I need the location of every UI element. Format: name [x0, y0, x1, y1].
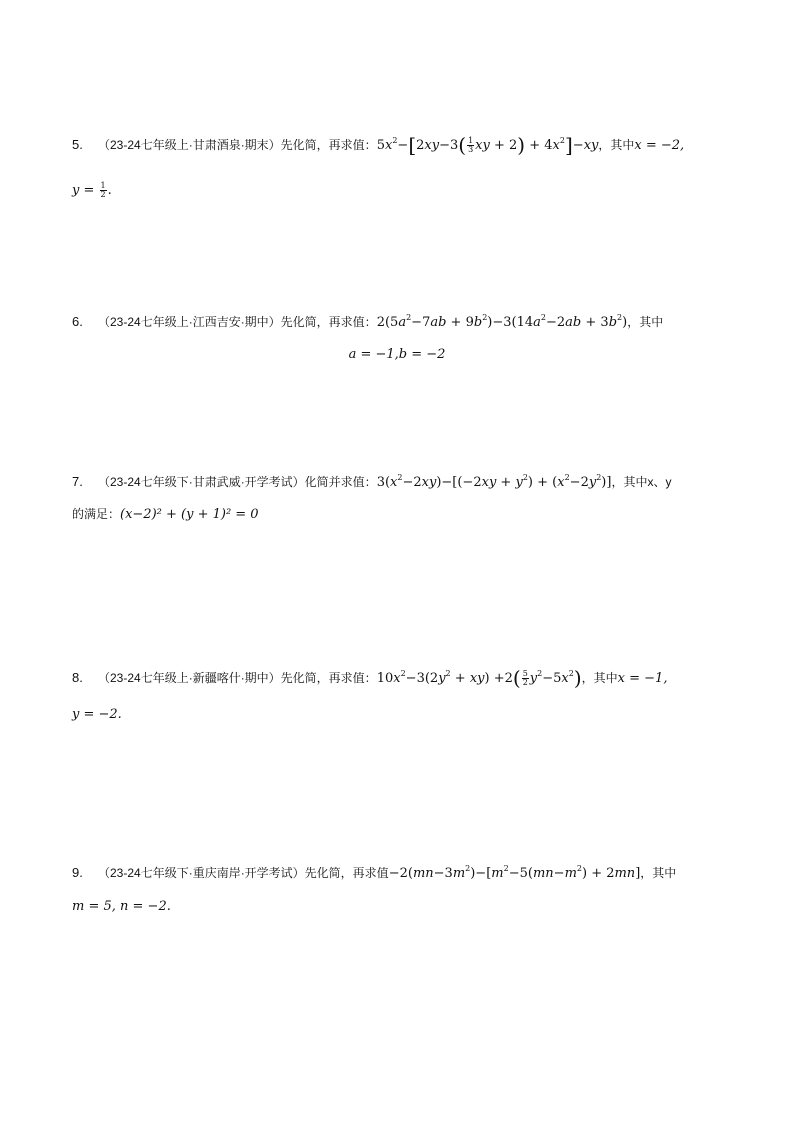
problem-number: 9. [72, 865, 83, 880]
problem-6-line-1 [72, 313, 663, 330]
problem-condition: x = −1, [617, 671, 668, 686]
problem-8-line-1 [72, 666, 668, 690]
problem-8-line-2 [72, 706, 122, 722]
problem-source: （23-24七年级下·重庆南岸·开学考试）先化简，再求值 [98, 866, 389, 880]
problem-9-expression: $-2(mn-3m^2)-[m^2-5(mn-m^2) + 2mn]$ [388, 864, 641, 881]
problem-condition: m = 5, n = −2. [72, 899, 171, 914]
problem-number: 5. [72, 137, 83, 152]
problem-9-line-2 [72, 898, 171, 914]
fraction-numerator: 1 [100, 181, 106, 191]
problem-7-line-2 [72, 505, 259, 522]
problem-condition: y = −2. [72, 707, 122, 722]
fraction-denominator: 2 [100, 190, 106, 200]
problem-condition: a = −1,b = −2 [348, 347, 446, 362]
problem-tail: ，其中x、y [611, 475, 672, 489]
problem-tail: ，其中 [640, 866, 677, 880]
problem-6-expression: $2(5a^2-7ab + 9b^2)-3(14a^2-2ab + 3b^2)$ [376, 313, 628, 330]
problem-7-line-1 [72, 473, 671, 490]
problem-condition: (x−2)² + (y + 1)² = 0 [120, 507, 259, 522]
problem-tail: ，其中 [627, 315, 664, 329]
problem-5-expression: $5x^2-[2xy-3$( $\frac{1}{3}$ xy + $2) + 4x^2]-xy$ [376, 133, 599, 157]
problem-6-condition [0, 347, 794, 362]
problem-number: 7. [72, 474, 83, 489]
period: . [107, 183, 112, 198]
problem-condition: x = −2, [634, 138, 685, 153]
problem-number: 6. [72, 314, 83, 329]
problem-line-prefix: 的满足： [72, 507, 121, 521]
problem-source: （23-24七年级下·甘肃武威·开学考试）化简并求值： [98, 475, 377, 489]
problem-number: 8. [72, 670, 83, 685]
problem-source: （23-24七年级上·新疆喀什·期中）先化简，再求值： [98, 671, 377, 685]
problem-source: （23-24七年级上·甘肃酒泉·期末）先化简，再求值： [98, 138, 377, 152]
problem-5-line-2 [72, 182, 112, 199]
problem-5-line-1 [72, 133, 685, 157]
problem-tail: ，其中 [581, 671, 618, 685]
problem-9-line-1 [72, 864, 676, 881]
problem-8-expression: $10x^2-3(2y^2 + xy) +2$( $\frac{5}{2}$ $y^2-5x^2$) [376, 666, 582, 690]
problem-7-expression: $3(x^2-2xy)-[(-2xy + y^2) + (x^2-2y^2)]$ [376, 473, 612, 490]
problem-condition: y = [72, 183, 99, 198]
problem-tail: ，其中 [598, 138, 635, 152]
problem-source: （23-24七年级上·江西吉安·期中）先化简，再求值： [98, 315, 377, 329]
